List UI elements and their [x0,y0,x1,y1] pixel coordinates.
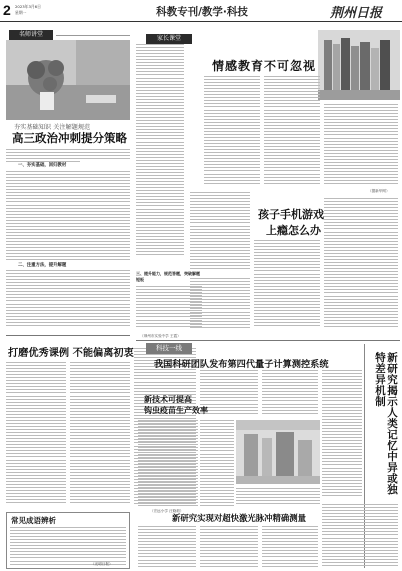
game-headline-1: 孩子手机游戏 [258,208,324,221]
lesson-headline: 打磨优秀课例 不能偏离初衷 [8,348,134,359]
idiom-text [10,527,126,567]
flower-photo-image [6,40,130,120]
section-title: 科教专刊/教学·科技 [156,6,248,18]
idiom-box [6,512,130,569]
laser-headline: 新研究实现对超快激光脉冲精确测量 [172,513,306,523]
vaccine-text-col1 [138,420,198,508]
game-text-bottom [190,278,250,330]
vaccine-headline-2: 钩虫疫苗生产效率 [144,406,208,415]
right-col-text [322,504,398,568]
masthead-weekday: 星期一 [15,10,27,15]
quantum-text-col3 [322,370,362,500]
vaccine-headline-1: 新技术可提高 [144,395,192,404]
quantum-text-col2 [262,370,318,416]
books-photo-image [318,30,400,100]
article-headline-emotion: 情感教育不可忽视 [212,59,317,73]
laser-text-col3 [262,526,318,569]
game-text-left [190,192,250,274]
lab-photo-image [236,420,320,484]
sub-heading-1: 一、夯实基础，回归教材 [18,163,67,168]
left-text-b [6,171,130,263]
left-text-c [6,270,130,330]
game-headline-2: 上瘾怎么办 [266,224,321,237]
right-vertical-title: 新研究揭示人类记忆中异或独特差异机制 [374,352,398,495]
article-headline-politics: 高三政治冲刺提分策略 [12,131,127,145]
middle-sub-heading: 三、提升能力，规范答题，突破解题短板 [136,271,200,282]
lesson-text-col1 [6,362,66,508]
sub-heading-2: 二、注重方法，提升解题 [18,263,67,268]
emotion-text-col3 [324,104,398,188]
books-photo [318,30,400,100]
emotion-caption: （据新华网） [368,189,390,193]
lab-text-under [236,488,320,508]
laser-text-col1 [138,526,196,569]
emotion-text-col2 [264,76,320,188]
section-rule-teacher [56,35,130,36]
idiom-credit: （光明日报） [91,562,113,566]
idiom-box-title: 常见成语辨析 [11,516,56,525]
vaccine-text-col2 [200,420,234,508]
emotion-text-col1 [204,76,260,188]
section-label-science: 科技一线 [146,343,192,354]
politics-byline: （荆州市实验中学 王霞） [140,334,181,338]
section-label-parents: 家长课堂 [146,34,192,44]
left-horizontal-rule [6,335,130,336]
mid-horizontal-rule [136,340,400,341]
article-kicker: 夯实基础知识 关注解题规范 [14,124,91,131]
section-label-teacher: 名师讲堂 [9,30,53,40]
politics-text-col2 [136,44,184,262]
game-text-col3 [324,198,398,330]
masthead-rule [0,21,402,22]
laser-text-col2 [200,526,258,569]
game-text-col2 [254,240,320,330]
quantum-text-col1 [200,370,258,416]
lesson-text-col2 [70,362,130,508]
masthead-date: 2023年3月6日 [15,4,41,9]
newspaper-logo: 荆州日报 [330,6,383,21]
lesson-byline: （宏远小学 汪晓莉） [150,509,184,513]
flower-photo [6,40,130,120]
lab-photo [236,420,320,484]
page-number: 2 [3,2,11,18]
science-headline-quantum: 我国科研团队发布第四代量子计算测控系统 [154,359,329,370]
